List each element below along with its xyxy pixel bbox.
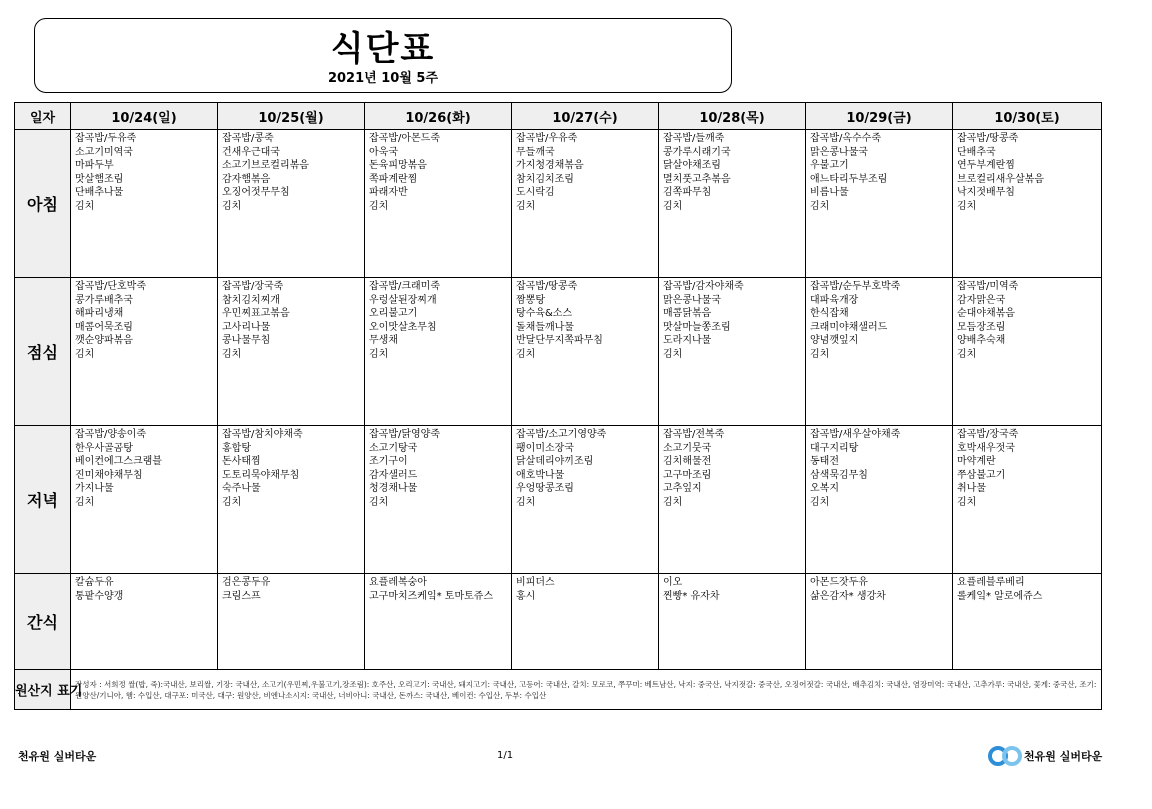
menu-item: 우민찌표고볶음	[222, 308, 290, 319]
menu-item: 잡곡밥/땅콩죽	[516, 281, 578, 292]
menu-item: 고구마치즈케잌* 토마토쥬스	[369, 590, 494, 602]
menu-item: 오리불고기	[369, 308, 418, 319]
menu-item: 김치	[663, 496, 683, 508]
menu-item: 잡곡밥/옥수수죽	[810, 133, 881, 144]
menu-item: 대파육개장	[810, 294, 859, 306]
menu-item: 잡곡밥/들깨죽	[663, 133, 725, 144]
menu-item: 잡곡밥/감자야채죽	[663, 281, 744, 292]
menu-item: 순대야채볶음	[957, 308, 1015, 319]
menu-item: 건새우근대국	[222, 146, 280, 158]
menu-item: 무생채	[369, 335, 398, 346]
menu-cell	[953, 130, 1102, 278]
page-number: 1/1	[497, 750, 514, 761]
menu-item: 애느타리두부조림	[810, 173, 888, 185]
footer-org-name: 천유원 실버타운	[18, 750, 97, 763]
day-header: 10/25(월)	[218, 103, 365, 130]
header-row	[15, 103, 1102, 130]
menu-item: 감자샐러드	[369, 469, 418, 481]
menu-item: 숙주나물	[222, 483, 261, 494]
day-header: 10/29(금)	[806, 103, 953, 130]
menu-cell	[71, 426, 218, 574]
menu-item: 김치	[663, 200, 683, 212]
menu-item: 김치	[810, 496, 830, 508]
menu-item: 김치	[810, 200, 830, 212]
menu-item: 탕수육&소스	[516, 308, 573, 319]
menu-cell	[512, 426, 659, 574]
menu-item: 닭살야채조림	[663, 160, 721, 171]
menu-item: 해파리냉채	[75, 308, 124, 319]
day-header: 10/30(토)	[953, 103, 1102, 130]
menu-item: 잡곡밥/단호박죽	[75, 281, 146, 292]
menu-item: 김치	[957, 348, 977, 360]
menu-item: 오징어젓무무침	[222, 187, 290, 198]
menu-item: 동태전	[810, 456, 839, 467]
menu-item: 도토리묵야채무침	[222, 469, 300, 481]
menu-cell	[512, 574, 659, 670]
menu-item: 참치김치찌개	[222, 294, 280, 306]
menu-cell	[365, 130, 512, 278]
menu-item: 조기구이	[369, 456, 408, 467]
menu-item: 김치	[222, 348, 242, 360]
menu-item: 고구마조림	[663, 469, 712, 481]
menu-item: 잡곡밥/콩죽	[222, 133, 274, 144]
menu-item: 한식잡채	[810, 308, 849, 319]
menu-item: 아몬드잣두유	[810, 577, 868, 588]
menu-item: 마약계란	[957, 456, 996, 467]
menu-cell	[365, 574, 512, 670]
menu-item: 팽이미소장국	[516, 442, 574, 454]
menu-item: 잡곡밥/양송이죽	[75, 429, 146, 440]
menu-item: 롤케잌* 알로에쥬스	[957, 590, 1043, 602]
logo-icon	[988, 744, 1022, 768]
menu-item: 김치	[222, 496, 242, 508]
menu-item: 고추잎지	[663, 483, 702, 494]
menu-item: 아욱국	[369, 146, 398, 158]
menu-item: 한우사골곰탕	[75, 442, 133, 454]
menu-cell	[218, 278, 365, 426]
menu-item: 소고기미역국	[75, 146, 133, 158]
meal-label: 점심	[15, 278, 71, 426]
menu-cell	[806, 278, 953, 426]
menu-cell	[806, 130, 953, 278]
menu-item: 크래미야채샐러드	[810, 321, 888, 333]
menu-item: 양배추숙채	[957, 335, 1006, 346]
menu-item: 우엉땅콩조림	[516, 483, 574, 494]
menu-item: 김치	[516, 496, 536, 508]
meal-row	[15, 426, 1102, 574]
menu-item: 매콤어묵조림	[75, 321, 133, 333]
menu-cell	[953, 278, 1102, 426]
menu-item: 잡곡밥/새우살야채죽	[810, 429, 901, 440]
menu-cell	[659, 278, 806, 426]
footer-logo	[988, 744, 1102, 768]
day-header: 10/24(일)	[71, 103, 218, 130]
menu-item: 짬뽕탕	[516, 294, 545, 306]
menu-item: 김치해물전	[663, 456, 712, 467]
menu-item: 쭈삼불고기	[957, 469, 1006, 481]
menu-item: 브로컬리새우살볶음	[957, 173, 1044, 185]
menu-item: 김치	[957, 200, 977, 212]
menu-item: 잡곡밥/우유죽	[516, 133, 578, 144]
menu-item: 콩가루시래기국	[663, 146, 731, 158]
menu-item: 비피더스	[516, 577, 555, 588]
origin-text: 작성자 : 서희정 쌀(밥, 죽):국내산, 보리쌀, 기장: 국내산, 소고기(우민찌,우불고기,장조림): 호주산, 오리고기: 국내산, 돼지고기: 국내산, 고등어: 국내산, 갈치: 모로코, 쭈꾸미: 베트남산, 낙지: 중국산, 낙지젓갈: 중국산, 오징어젓갈: 국내산, 배추김치: 국내산, 염장미역: 국내산, 고추가루: 국내산, 꽃게: 중국산, 조기: 원양산/기니아, 햄: 수입산, 대구포: 미국산, 대구: 원양산, 비엔나소시지: 국내산, 너비아니: 국내산, 돈까스: 국내산, 베이컨: 수입산, 두부: 수입산	[71, 670, 1102, 710]
menu-item: 통팥수양갱	[75, 590, 124, 602]
menu-cell	[806, 426, 953, 574]
logo-text: 천유원 실버타운	[1024, 750, 1103, 763]
title-box	[34, 18, 732, 93]
menu-item: 크림스프	[222, 590, 261, 602]
menu-item: 김치	[663, 348, 683, 360]
meal-label: 저녁	[15, 426, 71, 574]
menu-cell	[71, 574, 218, 670]
menu-item: 반달단무지쪽파무침	[516, 335, 603, 346]
menu-item: 닭살데리야끼조림	[516, 456, 594, 467]
menu-item: 삶은감자* 생강차	[810, 590, 886, 602]
day-header: 10/28(목)	[659, 103, 806, 130]
menu-item: 연두부계란찜	[957, 160, 1015, 171]
menu-item: 가지청경채볶음	[516, 160, 584, 171]
menu-cell	[806, 574, 953, 670]
menu-item: 베이컨에그스크램블	[75, 456, 162, 467]
menu-item: 맛살마늘쫑조림	[663, 321, 731, 333]
menu-item: 잡곡밥/아몬드죽	[369, 133, 440, 144]
menu-item: 김치	[516, 200, 536, 212]
menu-item: 홍합탕	[222, 442, 251, 454]
menu-item: 가지나물	[75, 483, 114, 494]
menu-item: 감자햄볶음	[222, 173, 271, 185]
meal-row	[15, 130, 1102, 278]
menu-item: 오이맛살초무침	[369, 321, 437, 333]
menu-item: 찐빵* 유자차	[663, 590, 720, 602]
menu-item: 잡곡밥/장국죽	[222, 281, 284, 292]
menu-item: 잡곡밥/땅콩죽	[957, 133, 1019, 144]
menu-item: 김치	[75, 348, 95, 360]
menu-item: 홍시	[516, 590, 536, 602]
menu-item: 김쪽파무침	[663, 187, 712, 198]
menu-item: 참치김치조림	[516, 173, 574, 185]
day-header: 10/26(화)	[365, 103, 512, 130]
menu-item: 모듬장조림	[957, 321, 1006, 333]
menu-item: 양념깻잎지	[810, 335, 859, 346]
menu-item: 도라지나물	[663, 335, 712, 346]
menu-item: 진미채야채무침	[75, 469, 143, 481]
corner-label: 일자	[15, 103, 71, 130]
menu-item: 마파두부	[75, 160, 114, 171]
origin-row	[15, 670, 1102, 710]
day-header: 10/27(수)	[512, 103, 659, 130]
menu-item: 맑은콩나물국	[663, 294, 721, 306]
menu-cell	[218, 426, 365, 574]
menu-item: 돌채들깨나물	[516, 321, 574, 333]
menu-cell	[71, 278, 218, 426]
menu-item: 오복지	[810, 483, 839, 494]
menu-cell	[659, 574, 806, 670]
meal-row	[15, 278, 1102, 426]
menu-item: 요플레복숭아	[369, 577, 427, 588]
menu-cell	[512, 130, 659, 278]
menu-item: 고사리나물	[222, 321, 271, 333]
menu-item: 칼슘두유	[75, 577, 114, 588]
menu-item: 취나물	[957, 483, 986, 494]
menu-item: 잡곡밥/닭영양죽	[369, 429, 440, 440]
menu-item: 잡곡밥/크래미죽	[369, 281, 440, 292]
menu-item: 돈육피망볶음	[369, 160, 427, 171]
menu-item: 김치	[957, 496, 977, 508]
menu-item: 검은콩두유	[222, 577, 271, 588]
menu-item: 김치	[75, 496, 95, 508]
menu-item: 잡곡밥/장국죽	[957, 429, 1019, 440]
menu-item: 깻순양파볶음	[75, 335, 133, 346]
menu-item: 호박새우젓국	[957, 442, 1015, 454]
menu-cell	[71, 130, 218, 278]
menu-item: 김치	[810, 348, 830, 360]
menu-item: 대구지리탕	[810, 442, 859, 454]
menu-cell	[365, 426, 512, 574]
menu-item: 무들깨국	[516, 146, 555, 158]
menu-item: 김치	[516, 348, 536, 360]
menu-item: 돈사태찜	[222, 456, 261, 467]
menu-item: 우렁살된장찌개	[369, 294, 437, 306]
meal-row	[15, 574, 1102, 670]
menu-cell	[659, 130, 806, 278]
menu-item: 콩나물무침	[222, 335, 271, 346]
menu-item: 김치	[75, 200, 95, 212]
menu-item: 소고기브로컬리볶음	[222, 160, 309, 171]
menu-item: 잡곡밥/참치야채죽	[222, 429, 303, 440]
menu-item: 감자맑은국	[957, 294, 1006, 306]
menu-item: 소고기뭇국	[663, 442, 712, 454]
menu-item: 애호박나물	[516, 469, 565, 481]
menu-cell	[659, 426, 806, 574]
meal-label: 간식	[15, 574, 71, 670]
menu-item: 파래자반	[369, 187, 408, 198]
menu-item: 멸치풋고추볶음	[663, 173, 731, 185]
menu-item: 김치	[222, 200, 242, 212]
menu-item: 콩가루배추국	[75, 294, 133, 306]
menu-cell	[953, 574, 1102, 670]
menu-item: 잡곡밥/전복죽	[663, 429, 725, 440]
menu-cell	[953, 426, 1102, 574]
menu-item: 매콤닭볶음	[663, 308, 712, 319]
menu-item: 비름나물	[810, 187, 849, 198]
menu-item: 잡곡밥/순두부호박죽	[810, 281, 901, 292]
menu-item: 단배추국	[957, 146, 996, 158]
menu-item: 맑은콩나물국	[810, 146, 868, 158]
menu-table	[14, 102, 1102, 710]
menu-item: 도시락김	[516, 187, 555, 198]
menu-item: 단배추나물	[75, 187, 124, 198]
menu-item: 소고기탕국	[369, 442, 418, 454]
menu-item: 낙지젓배무침	[957, 187, 1015, 198]
menu-item: 잡곡밥/소고기영양죽	[516, 429, 607, 440]
menu-item: 잡곡밥/미역죽	[957, 281, 1019, 292]
menu-item: 김치	[369, 348, 389, 360]
page-subtitle: 2021년 10월 5주	[327, 71, 439, 86]
menu-item: 청경채나물	[369, 483, 418, 494]
menu-item: 잡곡밥/두유죽	[75, 133, 137, 144]
page-title: 식단표	[330, 29, 436, 69]
origin-label: 원산지 표기	[15, 670, 71, 710]
menu-item: 요플레블루베리	[957, 577, 1025, 588]
menu-item: 삼색묵김무침	[810, 469, 868, 481]
menu-cell	[512, 278, 659, 426]
menu-cell	[218, 574, 365, 670]
menu-item: 김치	[369, 496, 389, 508]
menu-cell	[365, 278, 512, 426]
menu-item: 우불고기	[810, 160, 849, 171]
meal-label: 아침	[15, 130, 71, 278]
menu-cell	[218, 130, 365, 278]
menu-item: 김치	[369, 200, 389, 212]
menu-item: 이오	[663, 577, 683, 588]
menu-item: 맛살햄조림	[75, 173, 124, 185]
menu-item: 쪽파계란찜	[369, 173, 418, 185]
